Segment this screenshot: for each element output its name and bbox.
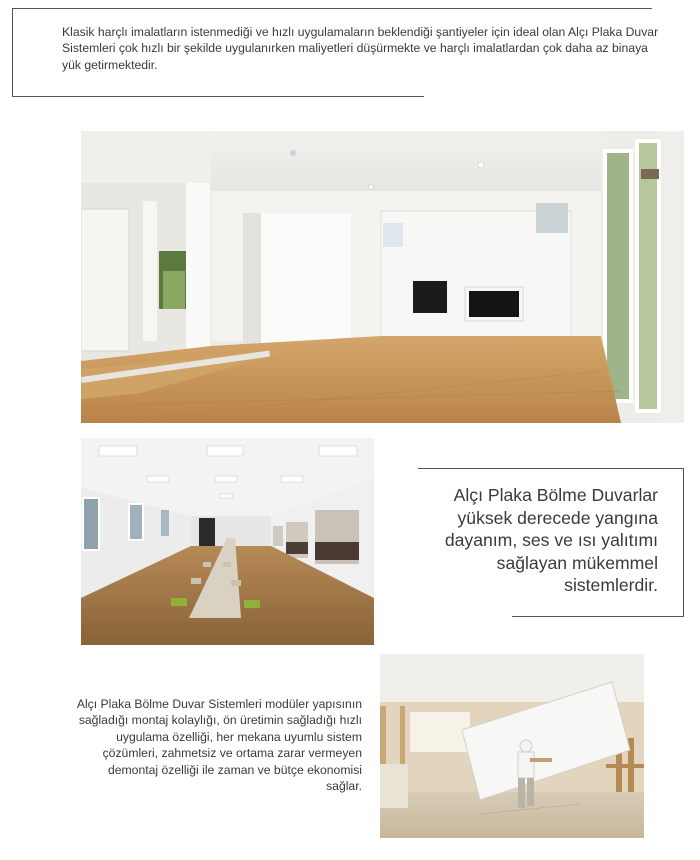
conference-room-photo [81, 438, 374, 645]
intro-box-bottom-border [12, 96, 424, 97]
quote-box-top-border [418, 468, 684, 469]
intro-paragraph: Klasik harçlı imalatların istenmediği ve hızlı uygulamaların beklendiği şantiyeler için ideal olan Alçı Plaka Duvar Sistemleri çok hızlı bir şekilde uygulanırken maliyetleri düşürmekte ve harçlı imalatlardan çok daha az binaya yük getirmektedir. [62, 25, 659, 72]
quote-box-right-border [683, 468, 684, 616]
quote-box-bottom-border [512, 616, 684, 617]
intro-box-top-border [12, 8, 652, 9]
living-room-photo [81, 131, 684, 423]
bottom-paragraph: Alçı Plaka Bölme Duvar Sistemleri modüler yapısının sağladığı montaj kolaylığı, ön üretimin sağladığı hızlı uygulama özelliği, her mekana uyumlu sistem çözümleri, zahmetsiz ve ortama zarar vermeyen demontaj özelliği ile zaman ve bütçe ekonomisi sağlar. [76, 697, 362, 794]
quote-text: Alçı Plaka Bölme Duvarlar yüksek derecede yangına dayanım, ses ve ısı yalıtımı sağlayan mükemmel sistemlerdir. [444, 485, 658, 596]
construction-photo [380, 654, 644, 838]
intro-box-left-border [12, 8, 13, 96]
